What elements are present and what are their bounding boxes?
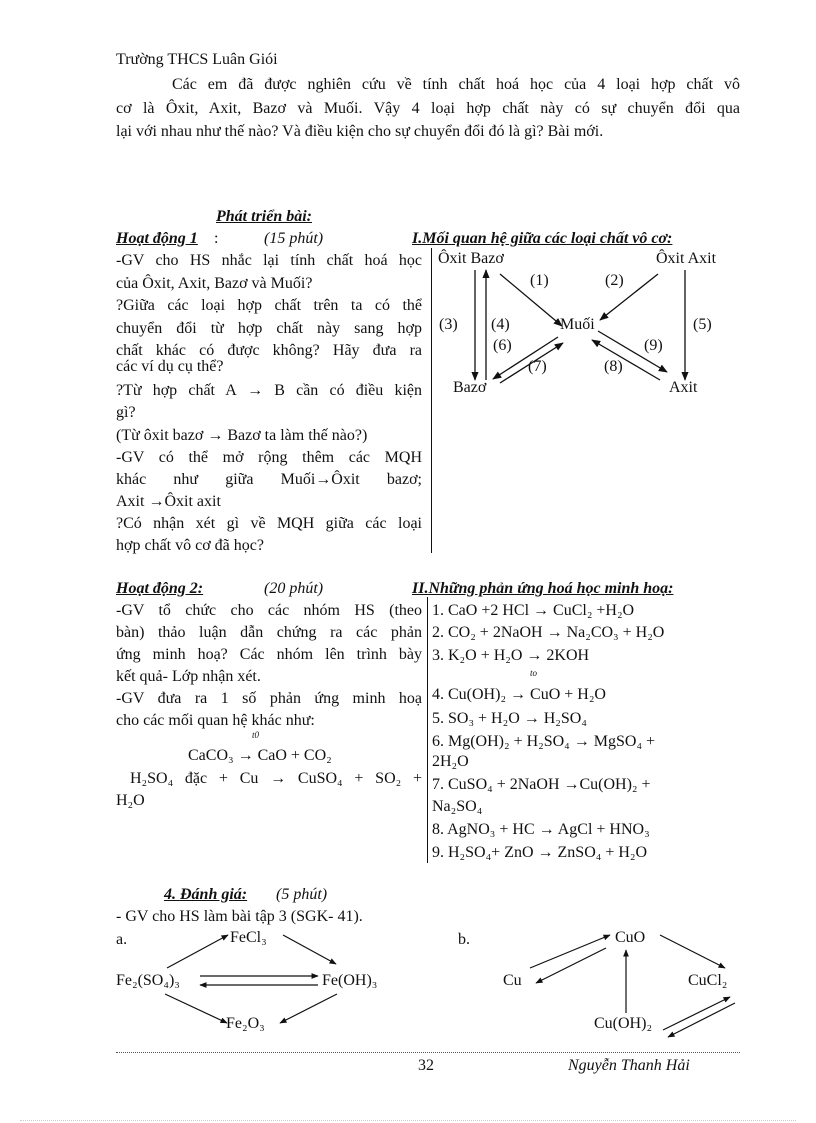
- reaction-item: 7. CuSO₄ + 2NaOH →Cu(OH)₂ +: [432, 776, 651, 793]
- node-cucl2: CuCl₂: [688, 972, 728, 989]
- node-oxit-axit: Ôxit Axit: [656, 250, 717, 267]
- reaction-item: 6. Mg(OH)₂ + H₂SO₄ → MgSO₄ +: [432, 733, 656, 750]
- arrow-label: (7): [528, 358, 547, 375]
- section-title: Phát triển bài:: [216, 208, 313, 225]
- activity1-section-heading: I.Mối quan hệ giữa các loại chất vô cơ:: [412, 230, 673, 247]
- arrow-label: (3): [439, 316, 458, 333]
- page-edge: [20, 1120, 796, 1121]
- reaction-item: 3. K₂O + H₂O → 2KOH: [432, 647, 590, 664]
- node-oxit-bazo: Ôxit Bazơ: [438, 250, 504, 267]
- footer-rule: [116, 1052, 740, 1053]
- arrow-label: (2): [605, 272, 624, 289]
- evaluation-task: - GV cho HS làm bài tập 3 (SGK- 41).: [116, 908, 363, 925]
- activity1-line: Axit →Ôxit axit: [116, 493, 221, 510]
- activity2-title: Hoạt động 2:: [116, 580, 204, 597]
- node-cuo: CuO: [615, 929, 646, 946]
- part-a-label: a.: [116, 931, 128, 948]
- arrow-label: (1): [530, 272, 549, 289]
- equation-copper-end: H₂O: [116, 792, 145, 809]
- arrow-label: (8): [604, 358, 623, 375]
- arrow-label: (5): [693, 316, 712, 333]
- arrow-label: (6): [493, 337, 512, 354]
- evaluation-time: (5 phút): [276, 886, 328, 903]
- activity2-line: -GV đưa ra 1 số phản ứng minh hoạ: [116, 690, 422, 707]
- activity1-line: hợp chất vô cơ đã học?: [116, 537, 264, 554]
- activity2-line: -GV tổ chức cho các nhóm HS (theo: [116, 602, 422, 619]
- reaction-item: 1. CaO +2 HCl → CuCl₂ +H₂O: [432, 602, 635, 619]
- reaction-item: 2. CO₂ + 2NaOH → Na₂CO₃ + H₂O: [432, 624, 665, 641]
- activity2-line: kết quả- Lớp nhận xét.: [116, 668, 261, 685]
- node-feoh3: Fe(OH)₃: [322, 972, 378, 989]
- activity1-line: -GV có thể mở rộng thêm các MQH: [116, 449, 422, 466]
- activity2-line: ứng minh hoạ? Các nhóm lên trình bày: [116, 646, 422, 663]
- node-muoi: Muối: [560, 316, 595, 333]
- page-number: 32: [418, 1057, 434, 1074]
- reaction-item: 5. SO₃ + H₂O → H₂SO₄: [432, 710, 587, 727]
- activity2-line: cho các mối quan hệ khác như:: [116, 712, 315, 729]
- part-b-label: b.: [458, 931, 470, 948]
- activity1-line: ?Giữa các loại hợp chất trên ta có thể: [116, 297, 422, 314]
- activity1-title: Hoạt động 1: [116, 230, 198, 247]
- activity1-line: -GV cho HS nhắc lại tính chất hoá học: [116, 252, 422, 269]
- activity1-line: ?Có nhận xét gì về MQH giữa các loại: [116, 515, 422, 532]
- reaction-item: 4. Cu(OH)₂ → CuO + H₂O: [432, 686, 606, 703]
- activity2-time: (20 phút): [264, 580, 324, 597]
- intro-line-1: Các em đã được nghiên cứu về tính chất hoá học của 4 loại hợp chất vô: [172, 76, 740, 93]
- reaction-item: Na₂SO₄: [432, 798, 483, 815]
- activity1-line: các ví dụ cụ thể?: [116, 358, 224, 375]
- activity1-time: (15 phút): [264, 230, 324, 247]
- node-bazo: Bazơ: [453, 379, 487, 396]
- activity1-line: của Ôxit, Axit, Bazơ và Muối?: [116, 275, 313, 292]
- node-fecl3: FeCl₃: [230, 929, 267, 946]
- activity1-line: chất khác có được không? Hãy đưa ra: [116, 342, 422, 359]
- temperature-mark: to: [530, 668, 538, 678]
- activity1-line: gì?: [116, 404, 136, 421]
- reaction-item: 2H₂O: [432, 753, 469, 770]
- node-fe2o3: Fe₂O₃: [226, 1015, 265, 1032]
- node-cu: Cu: [503, 972, 522, 989]
- intro-line-3: lại với nhau như thế nào? Và điều kiện cho sự chuyển đổi đó là gì? Bài mới.: [116, 123, 604, 140]
- activity1-line: chuyển đổi từ hợp chất này sang hợp: [116, 320, 422, 337]
- temperature-mark: t0: [252, 730, 260, 740]
- activity1-line: ?Từ hợp chất A → B cần có điều kiện: [116, 382, 422, 399]
- school-header: Trường THCS Luân Giói: [116, 51, 278, 68]
- reaction-item: 8. AgNO₃ + HC → AgCl + HNO₃: [432, 821, 650, 838]
- activity1-line: khác như giữa Muối→Ôxit bazơ;: [116, 471, 422, 488]
- intro-line-2: cơ là Ôxit, Axit, Bazơ và Muối. Vậy 4 loại hợp chất này có sự chuyển đổi qua: [116, 100, 740, 117]
- activity2-section-heading: II.Những phản ứng hoá học minh hoạ:: [412, 580, 674, 597]
- equation-calcination: CaCO₃ → CaO + CO₂: [188, 747, 332, 764]
- node-axit: Axit: [669, 379, 698, 396]
- activity1-line: (Từ ôxit bazơ → Bazơ ta làm thế nào?): [116, 427, 368, 444]
- arrow-label: (9): [644, 337, 663, 354]
- activity1-colon: :: [214, 230, 219, 247]
- reaction-item: 9. H₂SO₄+ ZnO → ZnSO₄ + H₂O: [432, 844, 648, 861]
- arrow-label: (4): [491, 316, 510, 333]
- activity2-line: bàn) thảo luận dẫn chứng ra các phản: [116, 624, 422, 641]
- node-fe2so43: Fe₂(SO₄)₃: [116, 972, 180, 989]
- evaluation-title: 4. Đánh giá:: [164, 886, 248, 903]
- author: Nguyễn Thanh Hải: [568, 1057, 690, 1074]
- node-cuoh2: Cu(OH)₂: [594, 1015, 653, 1032]
- equation-copper: H₂SO₄ đặc + Cu → CuSO₄ + SO₂ +: [130, 770, 422, 787]
